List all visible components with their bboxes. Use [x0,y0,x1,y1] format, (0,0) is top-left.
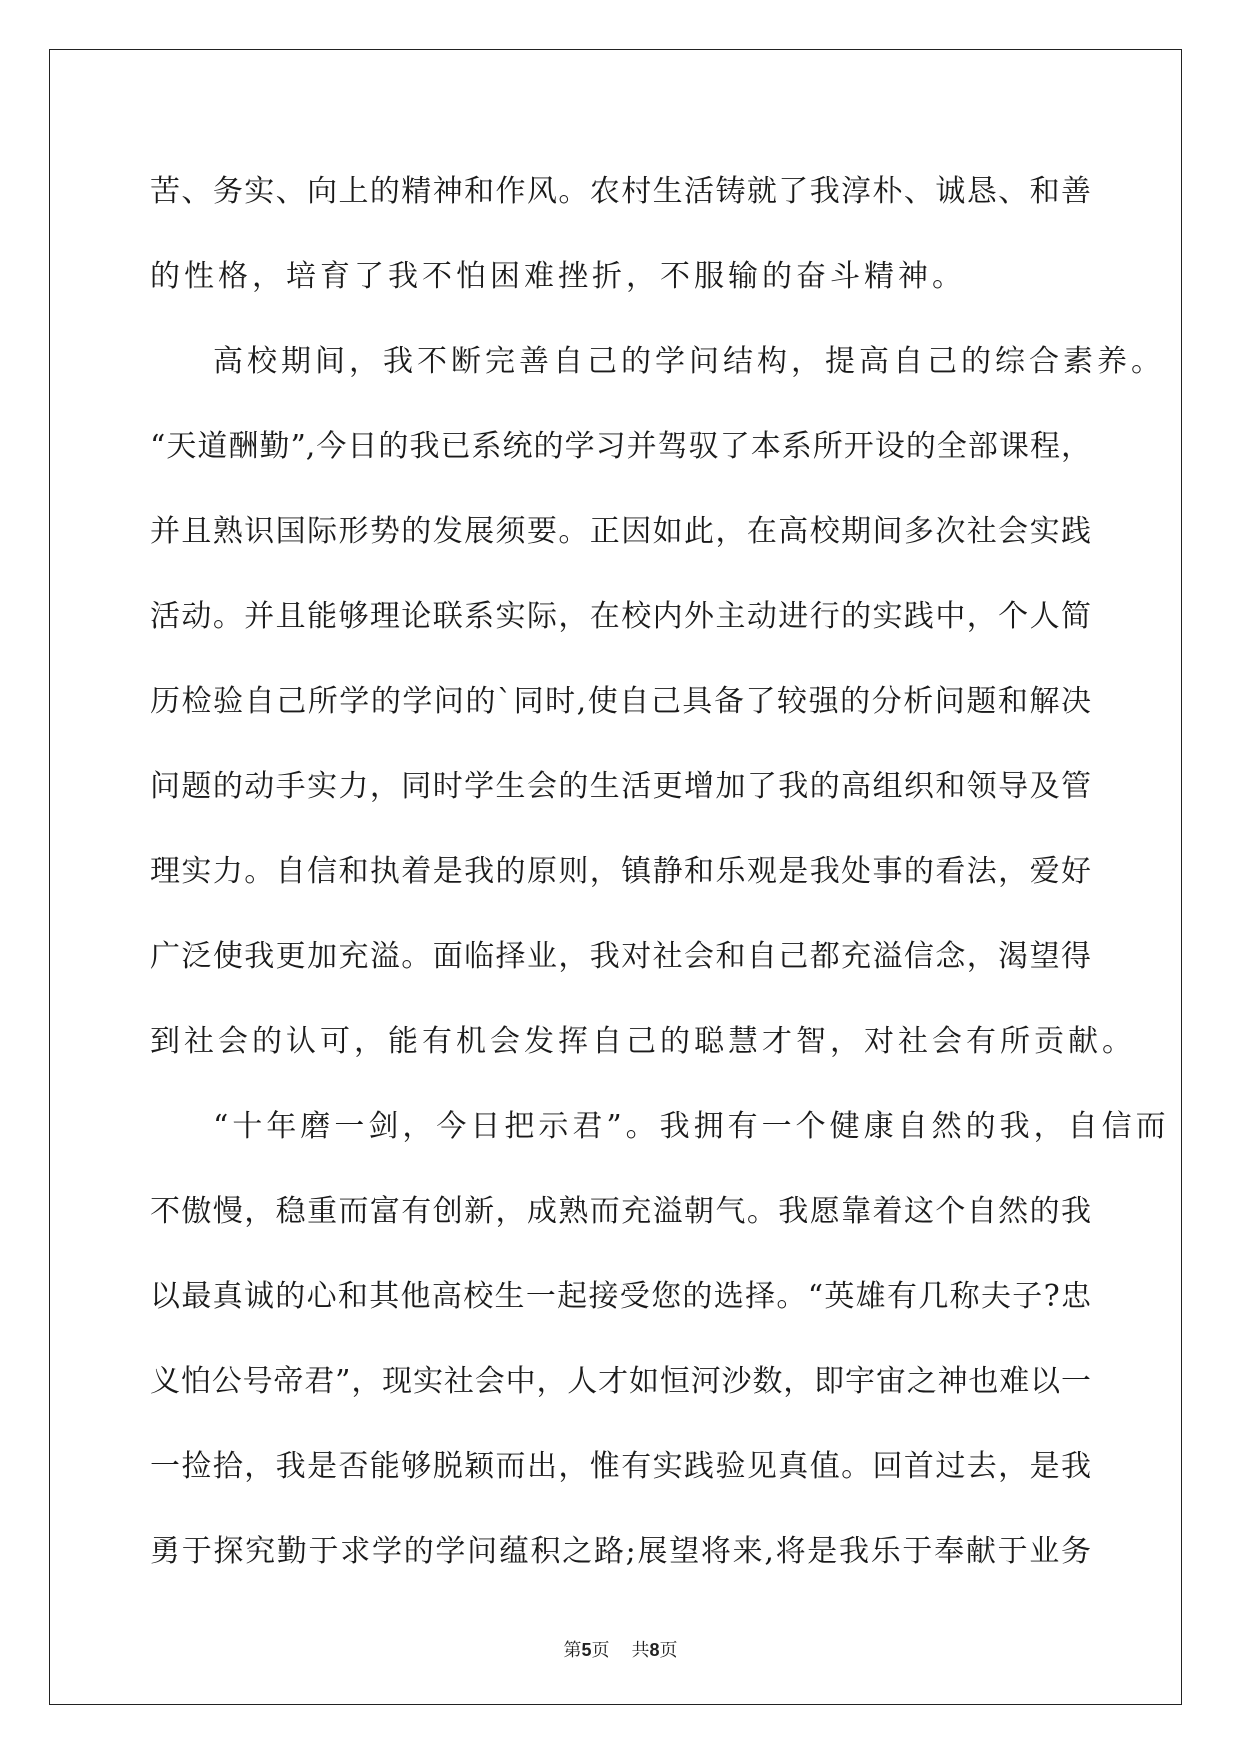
total-suffix: 页 [659,1640,678,1660]
text-line: 义怕公号帝君”，现实社会中，人才如恒河沙数，即宇宙之神也难以一 [150,1364,1091,1399]
text-line: 苦、务实、向上的精神和作风。农村生活铸就了我淳朴、诚恳、和善 [150,174,1091,209]
text-line: 勇于探究勤于求学的学问蕴积之路;展望将来,将是我乐于奉献于业务 [150,1534,1091,1569]
document-body [150,161,1170,1606]
text-line: 不傲慢，稳重而富有创新，成熟而充溢朝气。我愿靠着这个自然的我 [150,1194,1091,1229]
text-line: 到社会的认可，能有机会发挥自己的聪慧才智，对社会有所贡献。 [150,1024,1136,1059]
text-line: 问题的动手实力，同时学生会的生活更增加了我的高组织和领导及管 [150,769,1091,804]
paragraph-start-line: 高校期间，我不断完善自己的学问结构，提高自己的综合素养。 [213,344,1165,379]
total-prefix: 共 [631,1640,650,1660]
paragraph-start-line: “十年磨一剑，今日把示君”。我拥有一个健康自然的我，自信而 [213,1109,1170,1144]
page-suffix: 页 [591,1640,610,1660]
text-line: 以最真诚的心和其他高校生一起接受您的选择。“英雄有几称夫子?忠 [150,1279,1091,1314]
text-line: 一捡拾，我是否能够脱颖而出，惟有实践验见真值。回首过去，是我 [150,1449,1091,1484]
text-line: 活动。并且能够理论联系实际，在校内外主动进行的实践中，个人简 [150,599,1091,634]
page-footer [0,1636,1241,1662]
current-page-number: 5 [581,1640,592,1660]
page-prefix: 第 [563,1640,582,1660]
text-line: 广泛使我更加充溢。面临择业，我对社会和自己都充溢信念，渴望得 [150,939,1091,974]
total-page-number: 8 [649,1640,660,1660]
text-line: 理实力。自信和执着是我的原则，镇静和乐观是我处事的看法，爱好 [150,854,1091,889]
text-line: 并且熟识国际形势的发展须要。正因如此，在高校期间多次社会实践 [150,514,1091,549]
text-line: 历检验自己所学的学问的`同时,使自己具备了较强的分析问题和解决 [150,684,1091,719]
text-line: “天道酬勤”,今日的我已系统的学习并驾驭了本系所开设的全部课程， [150,429,1091,464]
text-line: 的性格，培育了我不怕困难挫折，不服输的奋斗精神。 [150,259,966,294]
